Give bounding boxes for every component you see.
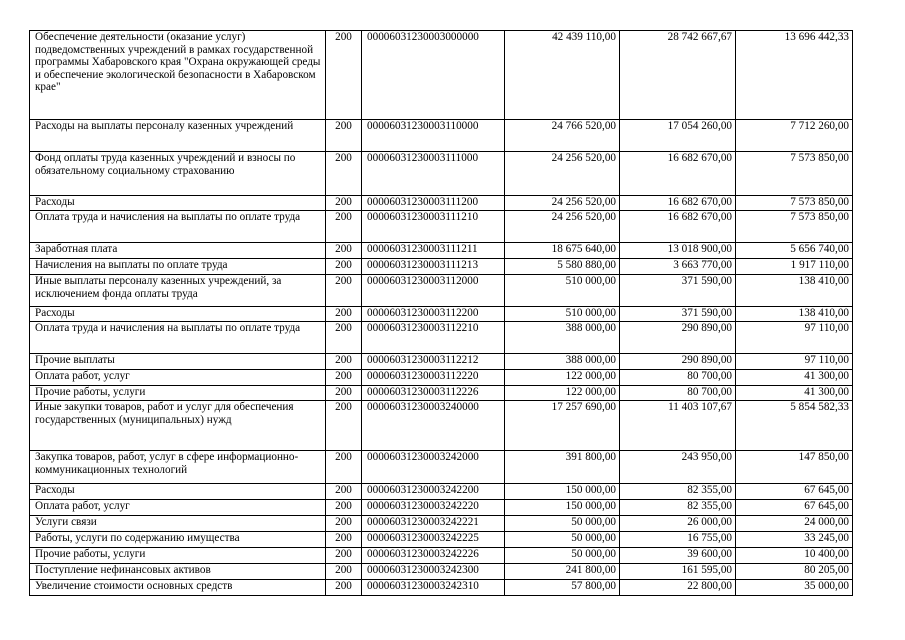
line-name: Иные закупки товаров, работ и услуг для обеспечения государственных (муниципальных) нужд <box>30 401 326 451</box>
line-code: 200 <box>326 211 362 243</box>
unexecuted-amount: 97 110,00 <box>736 354 853 370</box>
executed-amount: 11 403 107,67 <box>620 401 736 451</box>
table-row <box>30 500 853 516</box>
executed-amount: 3 663 770,00 <box>620 259 736 275</box>
line-name: Услуги связи <box>30 516 326 532</box>
line-name: Обеспечение деятельности (оказание услуг) подведомственных учреждений в рамках государственной программы Хабаровского края "Охрана окружающей среды и обеспечение экологической безопасности в Хабаровском крае" <box>30 31 326 120</box>
executed-amount: 16 682 670,00 <box>620 196 736 211</box>
line-name: Фонд оплаты труда казенных учреждений и взносы по обязательному социальному страхованию <box>30 152 326 196</box>
table-row <box>30 275 853 307</box>
approved-amount: 24 256 520,00 <box>505 196 620 211</box>
line-name: Работы, услуги по содержанию имущества <box>30 532 326 548</box>
line-name: Расходы <box>30 196 326 211</box>
line-code: 200 <box>326 354 362 370</box>
line-code: 200 <box>326 548 362 564</box>
unexecuted-amount: 33 245,00 <box>736 532 853 548</box>
table-row <box>30 580 853 596</box>
line-name: Закупка товаров, работ, услуг в сфере информационно-коммуникационных технологий <box>30 451 326 484</box>
executed-amount: 80 700,00 <box>620 370 736 386</box>
line-name: Начисления на выплаты по оплате труда <box>30 259 326 275</box>
approved-amount: 50 000,00 <box>505 516 620 532</box>
line-code: 200 <box>326 243 362 259</box>
executed-amount: 290 890,00 <box>620 354 736 370</box>
approved-amount: 388 000,00 <box>505 354 620 370</box>
approved-amount: 24 256 520,00 <box>505 152 620 196</box>
line-code: 200 <box>326 307 362 322</box>
approved-amount: 50 000,00 <box>505 532 620 548</box>
line-code: 200 <box>326 152 362 196</box>
table-row <box>30 307 853 322</box>
executed-amount: 28 742 667,67 <box>620 31 736 120</box>
unexecuted-amount: 13 696 442,33 <box>736 31 853 120</box>
executed-amount: 16 755,00 <box>620 532 736 548</box>
executed-amount: 82 355,00 <box>620 484 736 500</box>
approved-amount: 24 766 520,00 <box>505 120 620 152</box>
line-name: Прочие работы, услуги <box>30 548 326 564</box>
line-code: 200 <box>326 386 362 401</box>
unexecuted-amount: 7 573 850,00 <box>736 211 853 243</box>
unexecuted-amount: 1 917 110,00 <box>736 259 853 275</box>
table-row <box>30 31 853 120</box>
budget-classification-code: 00006031230003242300 <box>362 564 505 580</box>
approved-amount: 122 000,00 <box>505 386 620 401</box>
table-row <box>30 516 853 532</box>
executed-amount: 371 590,00 <box>620 307 736 322</box>
budget-table-body <box>30 31 853 596</box>
approved-amount: 241 800,00 <box>505 564 620 580</box>
executed-amount: 371 590,00 <box>620 275 736 307</box>
approved-amount: 388 000,00 <box>505 322 620 354</box>
unexecuted-amount: 7 573 850,00 <box>736 196 853 211</box>
line-name: Увеличение стоимости основных средств <box>30 580 326 596</box>
line-name: Иные выплаты персоналу казенных учреждений, за исключением фонда оплаты труда <box>30 275 326 307</box>
unexecuted-amount: 10 400,00 <box>736 548 853 564</box>
unexecuted-amount: 147 850,00 <box>736 451 853 484</box>
table-row <box>30 196 853 211</box>
budget-classification-code: 00006031230003000000 <box>362 31 505 120</box>
approved-amount: 42 439 110,00 <box>505 31 620 120</box>
budget-classification-code: 00006031230003110000 <box>362 120 505 152</box>
line-code: 200 <box>326 516 362 532</box>
budget-table-sheet <box>29 30 853 596</box>
line-code: 200 <box>326 322 362 354</box>
unexecuted-amount: 80 205,00 <box>736 564 853 580</box>
line-name: Оплата труда и начисления на выплаты по оплате труда <box>30 211 326 243</box>
line-code: 200 <box>326 120 362 152</box>
budget-classification-code: 00006031230003242226 <box>362 548 505 564</box>
executed-amount: 82 355,00 <box>620 500 736 516</box>
budget-classification-code: 00006031230003240000 <box>362 401 505 451</box>
table-row <box>30 401 853 451</box>
line-code: 200 <box>326 564 362 580</box>
table-row <box>30 354 853 370</box>
unexecuted-amount: 138 410,00 <box>736 275 853 307</box>
approved-amount: 50 000,00 <box>505 548 620 564</box>
line-name: Поступление нефинансовых активов <box>30 564 326 580</box>
table-row <box>30 564 853 580</box>
table-row <box>30 322 853 354</box>
executed-amount: 16 682 670,00 <box>620 211 736 243</box>
table-row <box>30 259 853 275</box>
line-code: 200 <box>326 31 362 120</box>
table-row <box>30 370 853 386</box>
approved-amount: 391 800,00 <box>505 451 620 484</box>
approved-amount: 24 256 520,00 <box>505 211 620 243</box>
budget-classification-code: 00006031230003112212 <box>362 354 505 370</box>
approved-amount: 510 000,00 <box>505 307 620 322</box>
line-name: Расходы <box>30 484 326 500</box>
unexecuted-amount: 138 410,00 <box>736 307 853 322</box>
line-code: 200 <box>326 484 362 500</box>
executed-amount: 161 595,00 <box>620 564 736 580</box>
budget-classification-code: 00006031230003242220 <box>362 500 505 516</box>
table-row <box>30 484 853 500</box>
budget-classification-code: 00006031230003242221 <box>362 516 505 532</box>
line-code: 200 <box>326 500 362 516</box>
unexecuted-amount: 41 300,00 <box>736 370 853 386</box>
executed-amount: 39 600,00 <box>620 548 736 564</box>
approved-amount: 57 800,00 <box>505 580 620 596</box>
budget-classification-code: 00006031230003112210 <box>362 322 505 354</box>
budget-classification-code: 00006031230003111210 <box>362 211 505 243</box>
line-name: Заработная плата <box>30 243 326 259</box>
budget-classification-code: 00006031230003112226 <box>362 386 505 401</box>
table-row <box>30 451 853 484</box>
unexecuted-amount: 5 656 740,00 <box>736 243 853 259</box>
budget-execution-table <box>29 30 853 596</box>
line-code: 200 <box>326 196 362 211</box>
line-name: Оплата работ, услуг <box>30 370 326 386</box>
line-code: 200 <box>326 532 362 548</box>
unexecuted-amount: 67 645,00 <box>736 484 853 500</box>
approved-amount: 18 675 640,00 <box>505 243 620 259</box>
line-code: 200 <box>326 401 362 451</box>
executed-amount: 290 890,00 <box>620 322 736 354</box>
unexecuted-amount: 67 645,00 <box>736 500 853 516</box>
table-row <box>30 532 853 548</box>
budget-classification-code: 00006031230003111200 <box>362 196 505 211</box>
budget-classification-code: 00006031230003242310 <box>362 580 505 596</box>
line-name: Расходы <box>30 307 326 322</box>
approved-amount: 150 000,00 <box>505 484 620 500</box>
table-row <box>30 243 853 259</box>
unexecuted-amount: 35 000,00 <box>736 580 853 596</box>
table-row <box>30 548 853 564</box>
line-name: Расходы на выплаты персоналу казенных учреждений <box>30 120 326 152</box>
unexecuted-amount: 97 110,00 <box>736 322 853 354</box>
approved-amount: 510 000,00 <box>505 275 620 307</box>
table-row <box>30 152 853 196</box>
budget-classification-code: 00006031230003111211 <box>362 243 505 259</box>
budget-classification-code: 00006031230003111213 <box>362 259 505 275</box>
line-name: Прочие работы, услуги <box>30 386 326 401</box>
executed-amount: 80 700,00 <box>620 386 736 401</box>
budget-classification-code: 00006031230003112220 <box>362 370 505 386</box>
executed-amount: 22 800,00 <box>620 580 736 596</box>
line-name: Оплата труда и начисления на выплаты по оплате труда <box>30 322 326 354</box>
budget-classification-code: 00006031230003242200 <box>362 484 505 500</box>
budget-classification-code: 00006031230003112000 <box>362 275 505 307</box>
executed-amount: 13 018 900,00 <box>620 243 736 259</box>
approved-amount: 150 000,00 <box>505 500 620 516</box>
unexecuted-amount: 7 573 850,00 <box>736 152 853 196</box>
budget-classification-code: 00006031230003242000 <box>362 451 505 484</box>
line-code: 200 <box>326 259 362 275</box>
approved-amount: 5 580 880,00 <box>505 259 620 275</box>
executed-amount: 17 054 260,00 <box>620 120 736 152</box>
line-code: 200 <box>326 275 362 307</box>
budget-classification-code: 00006031230003112200 <box>362 307 505 322</box>
unexecuted-amount: 7 712 260,00 <box>736 120 853 152</box>
budget-classification-code: 00006031230003111000 <box>362 152 505 196</box>
unexecuted-amount: 5 854 582,33 <box>736 401 853 451</box>
budget-classification-code: 00006031230003242225 <box>362 532 505 548</box>
table-row <box>30 211 853 243</box>
line-name: Оплата работ, услуг <box>30 500 326 516</box>
line-name: Прочие выплаты <box>30 354 326 370</box>
table-row <box>30 120 853 152</box>
line-code: 200 <box>326 451 362 484</box>
table-row <box>30 386 853 401</box>
executed-amount: 243 950,00 <box>620 451 736 484</box>
line-code: 200 <box>326 370 362 386</box>
executed-amount: 16 682 670,00 <box>620 152 736 196</box>
executed-amount: 26 000,00 <box>620 516 736 532</box>
unexecuted-amount: 41 300,00 <box>736 386 853 401</box>
unexecuted-amount: 24 000,00 <box>736 516 853 532</box>
line-code: 200 <box>326 580 362 596</box>
approved-amount: 122 000,00 <box>505 370 620 386</box>
approved-amount: 17 257 690,00 <box>505 401 620 451</box>
